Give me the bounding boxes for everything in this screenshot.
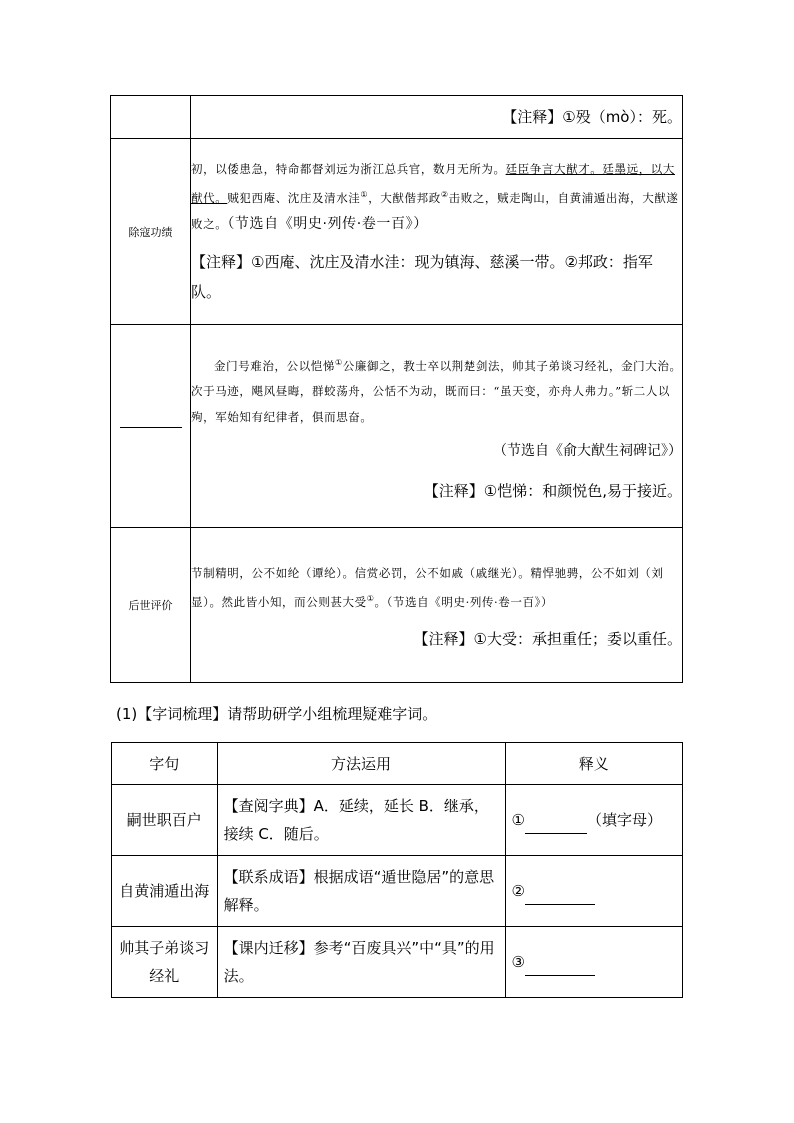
content-cell (191, 139, 683, 325)
classical-passage (191, 560, 682, 615)
empty-label-cell (111, 96, 191, 139)
footnote-marker: ① (335, 357, 343, 367)
underlined-sentence: 廷臣争言大猷才。廷墨远，以大猷代。 (191, 162, 676, 205)
passage-text: 公廉御之，教士卒以荆楚剑法，帅其子弟谈习经礼，金门大治。次于马迹，飓风昼晦，群蛟荡舟，公恬不为动，既而曰：“虽天变，亦舟人弗力。”斩二人以殉，军始知有纪律者，俱而思奋。 (191, 358, 682, 425)
annotation: 【注释】①西庵、沈庄及清水洼：现为镇海、慈溪一带。②邦政：指军队。 (191, 252, 653, 301)
footnote-marker: ① (360, 190, 369, 200)
footnote-marker: ① (366, 593, 375, 603)
table-row (112, 785, 683, 856)
method-cell: 【课内迁移】参考“百废具兴”中“具”的用法。 (217, 927, 505, 998)
answer-number: ③ (511, 953, 525, 971)
answer-cell (505, 856, 683, 927)
content-cell (191, 528, 683, 683)
method-cell: 【联系成语】根据成语“遁世隐居”的意思解释。 (217, 856, 505, 927)
passage-text: 金门号难治，公以恺悌 (214, 358, 335, 373)
passage-text: ，大猷偕邦政 (368, 190, 441, 205)
annotation: 【注释】①恺悌：和颜悦色,易于接近。 (423, 482, 682, 501)
answer-hint: （填字母） (586, 811, 662, 829)
reading-table (110, 95, 683, 683)
annotation: 【注释】①殁（mò）：死。 (502, 108, 682, 126)
column-header: 字句 (112, 743, 218, 785)
table-row (111, 325, 683, 528)
classical-passage (191, 350, 682, 431)
answer-blank[interactable] (525, 815, 587, 834)
answer-number: ② (511, 882, 525, 900)
answer-blank[interactable] (525, 957, 595, 976)
answer-cell (505, 785, 683, 856)
column-header: 方法运用 (217, 743, 505, 785)
table-header-row (112, 743, 683, 785)
classical-passage (191, 156, 682, 237)
answer-number: ① (511, 811, 525, 829)
passage-text: 。（节选自《明史·列传·卷一百》） (374, 594, 554, 609)
row-label: 后世评价 (111, 528, 191, 683)
column-header: 释义 (505, 743, 683, 785)
annotation: 【注释】①大受：承担重任；委以重任。 (413, 630, 682, 649)
vocab-table (111, 742, 683, 998)
source-citation: （节选自《明史·列传·卷一百》） (227, 215, 428, 232)
passage-text: 初，以倭患急，特命都督刘远为浙江总兵官，数月无所为。 (191, 162, 506, 177)
source-citation: （节选自《俞大猷生祠碑记》） (493, 443, 682, 460)
method-cell: 【查阅字典】A．延续，延长 B．继承，接续 C．随后。 (217, 785, 505, 856)
answer-cell (505, 927, 683, 998)
footnote-marker: ② (440, 190, 449, 200)
content-cell (191, 96, 683, 139)
row-label: 除寇功绩 (111, 139, 191, 325)
table-row (111, 139, 683, 325)
table-row (112, 856, 683, 927)
phrase-cell: 帅其子弟谈习经礼 (112, 927, 218, 998)
content-cell (191, 325, 683, 528)
question-prompt: (1)【字词梳理】请帮助研学小组梳理疑难字词。 (116, 705, 438, 723)
passage-text: 贼犯西庵、沈庄及清水洼 (227, 190, 361, 205)
phrase-cell: 自黄浦遁出海 (112, 856, 218, 927)
fill-blank-line (120, 426, 182, 428)
answer-blank[interactable] (525, 886, 595, 905)
passage-text: 节制精明，公不如纶（谭纶）。信赏必罚，公不如戚（戚继光）。精悍驰骋，公不如刘（刘显）。然此皆小知，而公则甚大受 (191, 565, 664, 609)
table-row (111, 528, 683, 683)
table-row (111, 96, 683, 139)
blank-label-cell (111, 325, 191, 528)
passage-text: 击败之，贼走陶山，自黄浦遁出海，大猷遂败之。 (191, 190, 679, 231)
phrase-cell: 嗣世职百户 (112, 785, 218, 856)
table-row (112, 927, 683, 998)
